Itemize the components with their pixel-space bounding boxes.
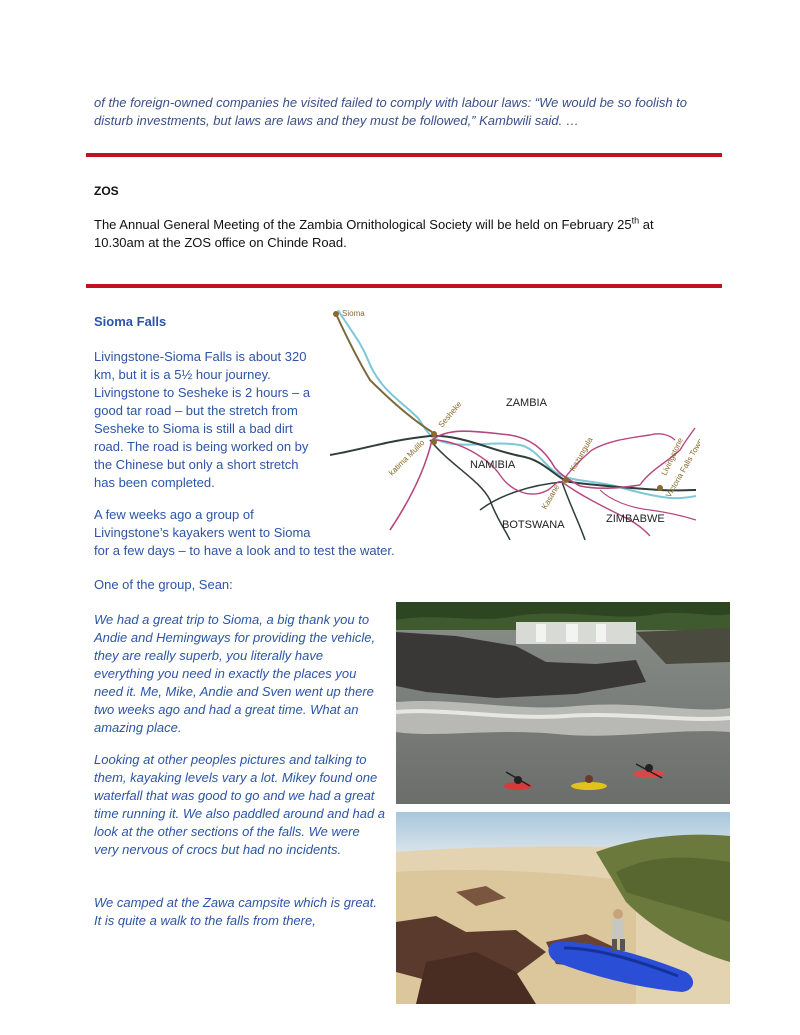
dirt-road [336, 314, 432, 432]
sioma-para1-text: Livingstone-Sioma Falls is about 320 km, but it is a 5½ hour journey. Livingstone to Sesheke is 2 hours – a good tar road – but the stretch from Sesheke to Sioma is still a bad dirt road. The road is being worked on by the Chinese but only a short stretch has been completed. [94, 349, 311, 490]
intro-text: of the foreign-owned companies he visited failed to comply with labour laws: “We would be so foolish to disturb investments, but laws are laws and they must be followed,” Kambwili said. … [94, 95, 688, 128]
quote1-text: We had a great trip to Sioma, a big thank you to Andie and Hemingways for providing the vehicle, they are really superb, you literally have everything you need in exactly the places you need it. Me, Mike, Andie and Sven went up there two weeks ago and had a great time. What an amazing place. [94, 612, 376, 735]
quote-paragraph-3 [94, 894, 386, 930]
photo-sandbank-raft [396, 812, 730, 1004]
sioma-heading: Sioma Falls [94, 314, 167, 329]
photo-waterfall-svg [396, 602, 730, 804]
zos-heading: ZOS [94, 184, 119, 198]
zos-text-part2: at 10.30am at the ZOS office on Chinde Road. [94, 217, 654, 250]
town-sioma-marker [333, 311, 339, 317]
para2-line2: Livingstone’s kayakers went to Sioma [94, 525, 311, 540]
para2-line3: for a few days – to have a look and to test the water. [94, 543, 395, 558]
quote-paragraph-2 [94, 751, 386, 859]
town-katima-marker [431, 439, 437, 445]
intro-paragraph [94, 94, 724, 130]
label-sioma: Sioma [342, 309, 365, 318]
quote2-text: Looking at other peoples pictures and talking to them, kayaking levels vary a lot. Mikey found one waterfall that was good to go and we had a great time running it. We also paddled around and had a look at the other sections of the falls. We were very nervous of crocs but had no incidents. [94, 752, 386, 857]
label-livingstone: Livingstone [659, 436, 685, 477]
road-botswana [562, 482, 585, 540]
section-divider [86, 284, 722, 288]
quote3-text: We camped at the Zawa campsite which is great. It is quite a walk to the falls from there, [94, 895, 377, 928]
label-vicfalls: Victoria Falls Town [663, 436, 700, 499]
road-south [430, 440, 510, 540]
town-livingstone-marker [657, 485, 663, 491]
label-namibia: NAMIBIA [470, 459, 516, 471]
sioma-paragraph-1 [94, 348, 316, 492]
label-botswana: BOTSWANA [502, 519, 565, 531]
zos-text-part1: The Annual General Meeting of the Zambia Ornithological Society will be held on February 25 [94, 217, 632, 232]
map-svg [330, 300, 700, 540]
zos-superscript: th [631, 215, 640, 226]
zos-paragraph [94, 216, 694, 252]
para2-line1: A few weeks ago a group of [94, 507, 254, 522]
sioma-para3-text: One of the group, Sean: [94, 577, 233, 592]
label-kazungula: Kazungula [567, 435, 595, 473]
border-namibia-zambia [390, 431, 640, 530]
route-map [330, 300, 700, 540]
label-zimbabwe: ZIMBABWE [606, 513, 665, 525]
border-botswana-zimbabwe [562, 482, 650, 536]
label-sesheke: Sesheke [436, 399, 464, 430]
town-sesheke-marker [431, 431, 437, 437]
town-kazungula-marker [563, 477, 569, 483]
label-kasane: Kasane [539, 482, 562, 511]
sioma-paragraph-3 [94, 576, 394, 594]
photo-sandbank-svg [396, 812, 730, 1004]
label-zambia: ZAMBIA [506, 397, 547, 409]
section-divider [86, 153, 722, 157]
quote-paragraph-1 [94, 611, 386, 737]
photo-waterfall-kayakers [396, 602, 730, 804]
label-katima: katima Mulilo [387, 438, 427, 478]
